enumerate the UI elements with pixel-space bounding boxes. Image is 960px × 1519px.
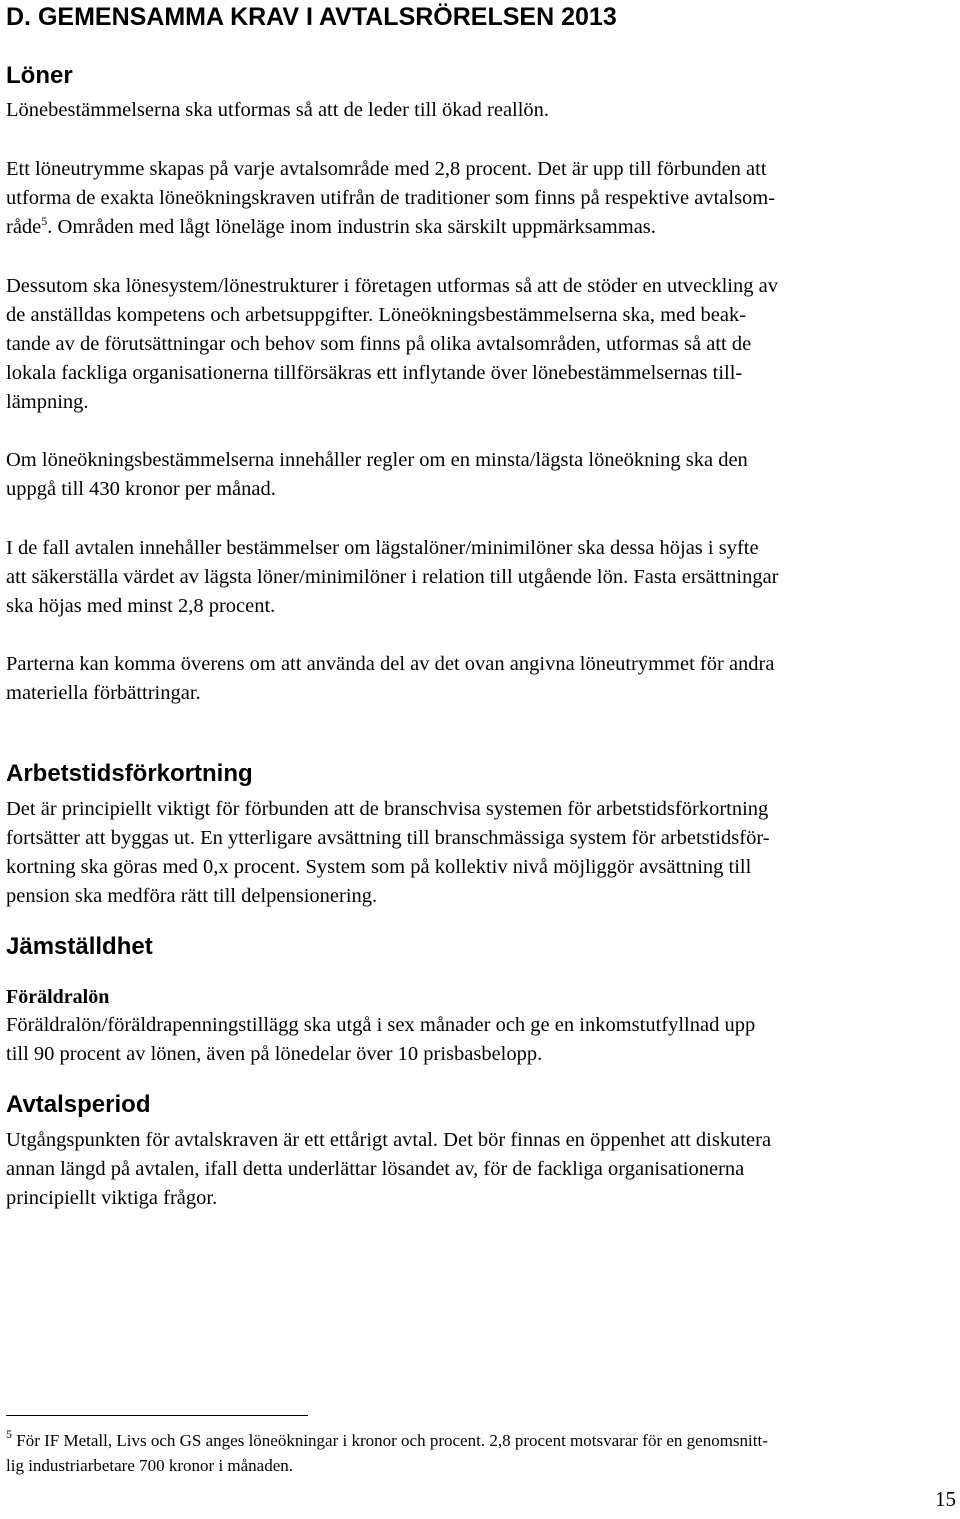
text-line: Utgångspunkten för avtalskraven är ett ettårigt avtal. Det bör finnas en öppenhet att diskutera (6, 1129, 772, 1151)
footnote-line (6, 1427, 768, 1452)
text-line: lämpning. (6, 391, 89, 413)
footnote-text: För IF Metall, Livs och GS anges löneökningar i kronor och procent. 2,8 procent motsvarar för en genomsnitt- (12, 1431, 768, 1450)
text-line: pension ska medföra rätt till delpensionering. (6, 885, 378, 907)
text-line: Om löneökningsbestämmelserna innehåller regler om en minsta/lägsta löneökning ska den (6, 449, 748, 471)
text-line: tande av de förutsättningar och behov som finns på olika avtalsområden, utformas så att de (6, 333, 752, 355)
footnote-separator (6, 1415, 308, 1416)
text-line: lokala fackliga organisationerna tillförsäkras ett inflytande över lönebestämmelsernas till- (6, 362, 743, 384)
text-line: Parterna kan komma överens om att använda del av det ovan angivna löneutrymmet för andra (6, 653, 775, 675)
text-line: utforma de exakta löneökningskraven utifrån de traditioner som finns på respektive avtalsom- (6, 187, 776, 209)
text-line: uppgå till 430 kronor per månad. (6, 478, 276, 500)
footnote-line: lig industriarbetare 700 kronor i månaden. (6, 1456, 294, 1475)
document-heading: D. GEMENSAMMA KRAV I AVTALSRÖRELSEN 2013 (6, 3, 617, 31)
text-line: fortsätter att byggas ut. En ytterligare avsättning till branschmässiga system för arbetstidsför- (6, 827, 770, 849)
section-title-arbetstid: Arbetstidsförkortning (6, 760, 253, 787)
text-line: Dessutom ska lönesystem/lönestrukturer i företagen utformas så att de stöder en utveckling av (6, 275, 778, 297)
text-line: Lönebestämmelserna ska utformas så att de leder till ökad reallön. (6, 99, 550, 121)
text-line: Det är principiellt viktigt för förbunden att de branschvisa systemen för arbetstidsförkortning (6, 798, 769, 820)
text-line: ska höjas med minst 2,8 procent. (6, 595, 276, 617)
text-line: principiellt viktiga frågor. (6, 1187, 218, 1209)
footnote-marker: 5 (6, 1427, 12, 1441)
text-line: att säkerställa värdet av lägsta löner/minimilöner i relation till utgående lön. Fasta ersättningar (6, 566, 779, 588)
text-fragment: råde (6, 216, 42, 238)
page-number: 15 (935, 1487, 956, 1511)
section-title-loner: Löner (6, 62, 73, 89)
text-line: Ett löneutrymme skapas på varje avtalsområde med 2,8 procent. Det är upp till förbunden att (6, 158, 767, 180)
text-line: materiella förbättringar. (6, 682, 201, 704)
text-line: Föräldralön/föräldrapenningstillägg ska utgå i sex månader och ge en inkomstutfyllnad upp (6, 1014, 756, 1036)
text-fragment: . Områden med lågt löneläge inom industrin ska särskilt uppmärksammas. (47, 216, 656, 238)
footnote-reference: 5 (41, 214, 48, 228)
text-line: till 90 procent av lönen, även på lönedelar över 10 prisbasbelopp. (6, 1043, 543, 1065)
subsection-title-foraldralon: Föräldralön (6, 986, 110, 1008)
section-title-avtalsperiod: Avtalsperiod (6, 1091, 151, 1118)
text-line (6, 213, 656, 242)
text-line: annan längd på avtalen, ifall detta underlättar lösandet av, för de fackliga organisationerna (6, 1158, 745, 1180)
text-line: de anställdas kompetens och arbetsuppgifter. Löneökningsbestämmelserna ska, med beak- (6, 304, 747, 326)
text-line: I de fall avtalen innehåller bestämmelser om lägstalöner/minimilöner ska dessa höjas i syfte (6, 537, 759, 559)
text-line: kortning ska göras med 0,x procent. System som på kollektiv nivå möjliggör avsättning till (6, 856, 752, 878)
section-title-jamstalldhet: Jämställdhet (6, 933, 153, 960)
